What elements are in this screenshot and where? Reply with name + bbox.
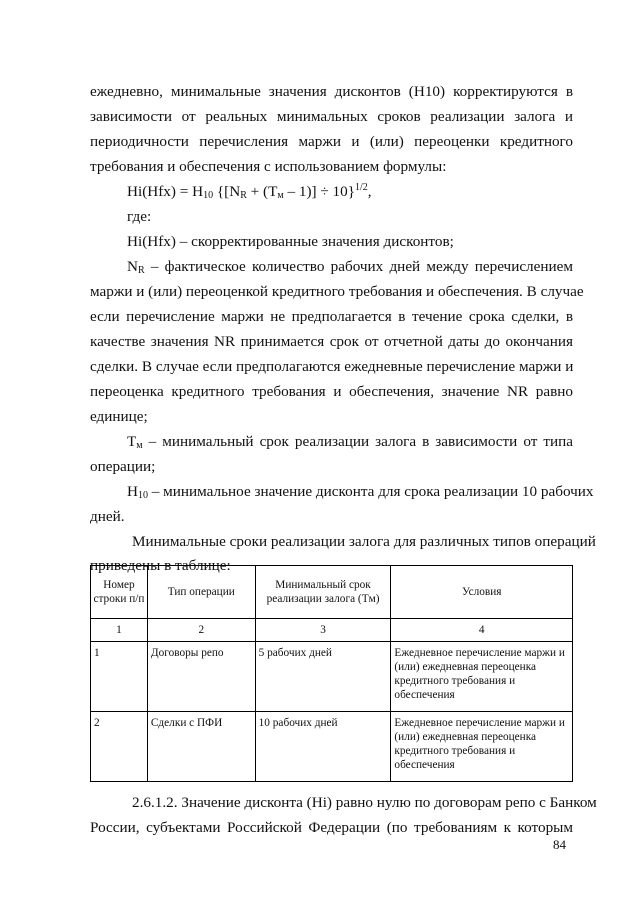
where-label: где: xyxy=(127,208,152,225)
header-cell: Минимальный срок реализации залога (Tм) xyxy=(255,566,391,619)
table-cell: Сделки с ПФИ xyxy=(147,712,255,782)
table-cell: Договоры репо xyxy=(147,642,255,712)
terms-table xyxy=(90,565,573,782)
definition-tm: $T_м$ – минимальный срок реализации залога в зависимости от типа xyxy=(127,433,573,451)
header-cell: Номер строки п/п xyxy=(91,566,148,619)
definition-h10: $H_{10}$ – минимальное значение дисконта для срока реализации 10 рабочих xyxy=(127,483,594,501)
table-row xyxy=(91,712,573,782)
table-cell: 2 xyxy=(91,712,148,782)
formula: $Hi(Hfx) = H_{10}$ $\{[N_R + (T_м - 1)] \div 10\}^{1/2}$, xyxy=(127,182,372,201)
definition-nr-line: сделки. В случае если предполагаются ежедневные перечисление маржи и xyxy=(90,358,574,375)
page-number: 84 xyxy=(553,837,566,852)
table-header-row xyxy=(91,566,573,619)
header-cell: Условия xyxy=(391,566,573,619)
definition-nr-line: переоценка кредитного требования и обеспечения, значение NR равно xyxy=(90,383,573,400)
definition-nr-line: качестве значения NR принимается срок от отчетной даты до окончания xyxy=(90,333,573,350)
number-cell: 4 xyxy=(391,619,573,642)
definition-h10-line: дней. xyxy=(90,508,125,525)
table-row xyxy=(91,642,573,712)
table-intro-line: приведены в таблице: xyxy=(90,557,231,574)
table-cell: Ежедневное перечисление маржи и (или) ежедневная переоценка кредитного требования и обеспечения xyxy=(391,642,573,712)
paragraph-line: периодичности перечисления маржи и (или) переоценки кредитного xyxy=(90,133,573,150)
definition-nr-line: если перечисление маржи не предполагается в течение срока сделки, в xyxy=(90,308,573,325)
definition-nr-line: маржи и (или) переоценкой кредитного требования и обеспечения. В случае xyxy=(90,283,584,300)
table-cell: 5 рабочих дней xyxy=(255,642,391,712)
paragraph-line: требования и обеспечения с использованием формулы: xyxy=(90,158,447,175)
definition-nr-line: единице; xyxy=(90,408,148,425)
definition-nr: $N_R$ – фактическое количество рабочих дней между перечислением xyxy=(127,258,573,276)
table-intro: Минимальные сроки реализации залога для различных типов операций xyxy=(132,533,596,550)
header-cell: Тип операции xyxy=(147,566,255,619)
number-cell: 1 xyxy=(91,619,148,642)
table-number-row xyxy=(91,619,573,642)
table-cell: Ежедневное перечисление маржи и (или) ежедневная переоценка кредитного требования и обеспечения xyxy=(391,712,573,782)
definition-hi: Hi(Hfx) – скорректированные значения дисконтов; xyxy=(127,233,454,250)
section-2612: 2.6.1.2. Значение дисконта (Hi) равно нулю по договорам репо с Банком xyxy=(132,794,597,811)
definition-tm-line: операции; xyxy=(90,458,156,475)
table-cell: 1 xyxy=(91,642,148,712)
table-cell: 10 рабочих дней xyxy=(255,712,391,782)
paragraph-line: ежедневно, минимальные значения дисконтов (Н10) корректируются в xyxy=(90,83,573,100)
paragraph-line: зависимости от реальных минимальных сроков реализации залога и xyxy=(90,108,573,125)
section-2612-line: России, субъектами Российской Федерации (по требованиям к которым xyxy=(90,819,573,836)
number-cell: 3 xyxy=(255,619,391,642)
number-cell: 2 xyxy=(147,619,255,642)
